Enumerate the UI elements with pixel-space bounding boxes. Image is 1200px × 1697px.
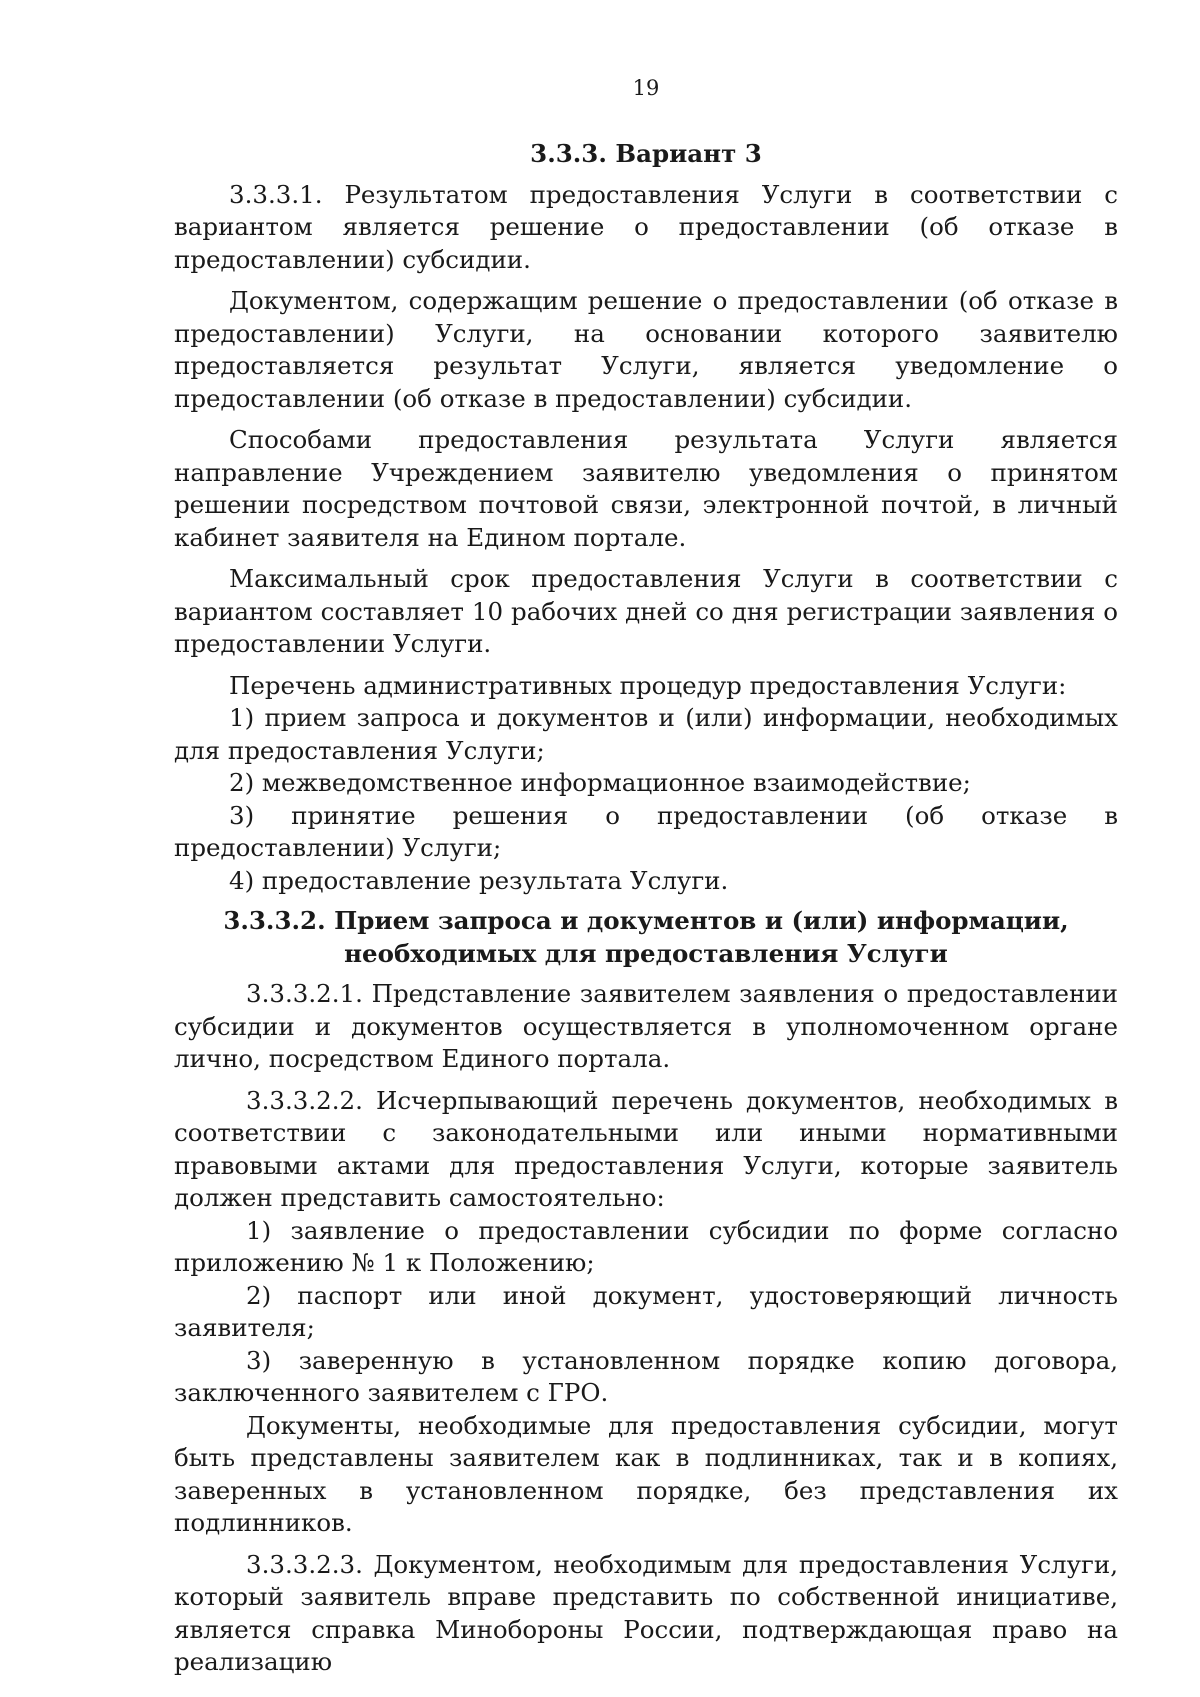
heading-variant-3: 3.3.3. Вариант 3: [530, 139, 762, 168]
list-item-procedure: 3) принятие решения о предоставлении (об отказе в предоставлении) Услуги;: [174, 800, 1118, 862]
page-number: 19: [632, 76, 660, 100]
paragraph-decision-document: Документом, содержащим решение о предоставлении (об отказе в предоставлении) Услуги, на основании которого заявителю предоставляется результат Услуги, является уведомление о предоставлении (об отказе в предоставлении) субсидии.: [174, 286, 1118, 413]
paragraph-3-3-3-2-2: 3.3.3.2.2. Исчерпывающий перечень документов, необходимых в соответствии с законодательными или иными нормативными правовыми актами для предоставления Услуги, которые заявитель должен представить самостоятельно:: [174, 1085, 1118, 1212]
paragraph-3-3-3-2-3: 3.3.3.2.3. Документом, необходимым для предоставления Услуги, который заявитель вправе представить по собственной инициативе, является справка Минобороны России, подтверждающая право на реализацию: [174, 1549, 1118, 1676]
list-item-document: 2) паспорт или иной документ, удостоверяющий личность заявителя;: [174, 1280, 1118, 1342]
paragraph-delivery-methods: Способами предоставления результата Услуги является направление Учреждением заявителю уведомления о принятом решении посредством почтовой связи, электронной почтой, в личный кабинет заявителя на Едином портале.: [174, 425, 1118, 552]
list-item-procedure: 4) предоставление результата Услуги.: [229, 865, 729, 895]
paragraph-3-3-3-2-1: 3.3.3.2.1. Представление заявителем заявления о предоставлении субсидии и документов осуществляется в уполномоченном органе лично, посредством Единого портала.: [174, 979, 1118, 1073]
heading-section-3-3-3-2: 3.3.3.2. Прием запроса и документов и (или) информации, необходимых для предоставления Услуги: [223, 906, 1069, 968]
paragraph-procedures-intro: Перечень административных процедур предоставления Услуги:: [229, 670, 1067, 700]
paragraph-result: 3.3.3.1. Результатом предоставления Услуги в соответствии с вариантом является решение о предоставлении (об отказе в предоставлении) субсидии.: [174, 179, 1118, 274]
list-item-document: 1) заявление о предоставлении субсидии по форме согласно приложению № 1 к Положению;: [174, 1215, 1118, 1277]
list-item-procedure: 1) прием запроса и документов и (или) информации, необходимых для предоставления Услуги;: [174, 703, 1118, 765]
list-item-procedure: 2) межведомственное информационное взаимодействие;: [229, 768, 971, 797]
paragraph-max-term: Максимальный срок предоставления Услуги в соответствии с вариантом составляет 10 рабочих дней со дня регистрации заявления о предоставлении Услуги.: [174, 564, 1118, 658]
paragraph-documents-copies: Документы, необходимые для предоставления субсидии, могут быть представлены заявителем как в подлинниках, так и в копиях, заверенных в установленном порядке, без представления их подлинников.: [174, 1410, 1118, 1537]
list-item-document: 3) заверенную в установленном порядке копию договора, заключенного заявителем с ГРО.: [174, 1345, 1118, 1407]
document-body: [174, 138, 1118, 1679]
